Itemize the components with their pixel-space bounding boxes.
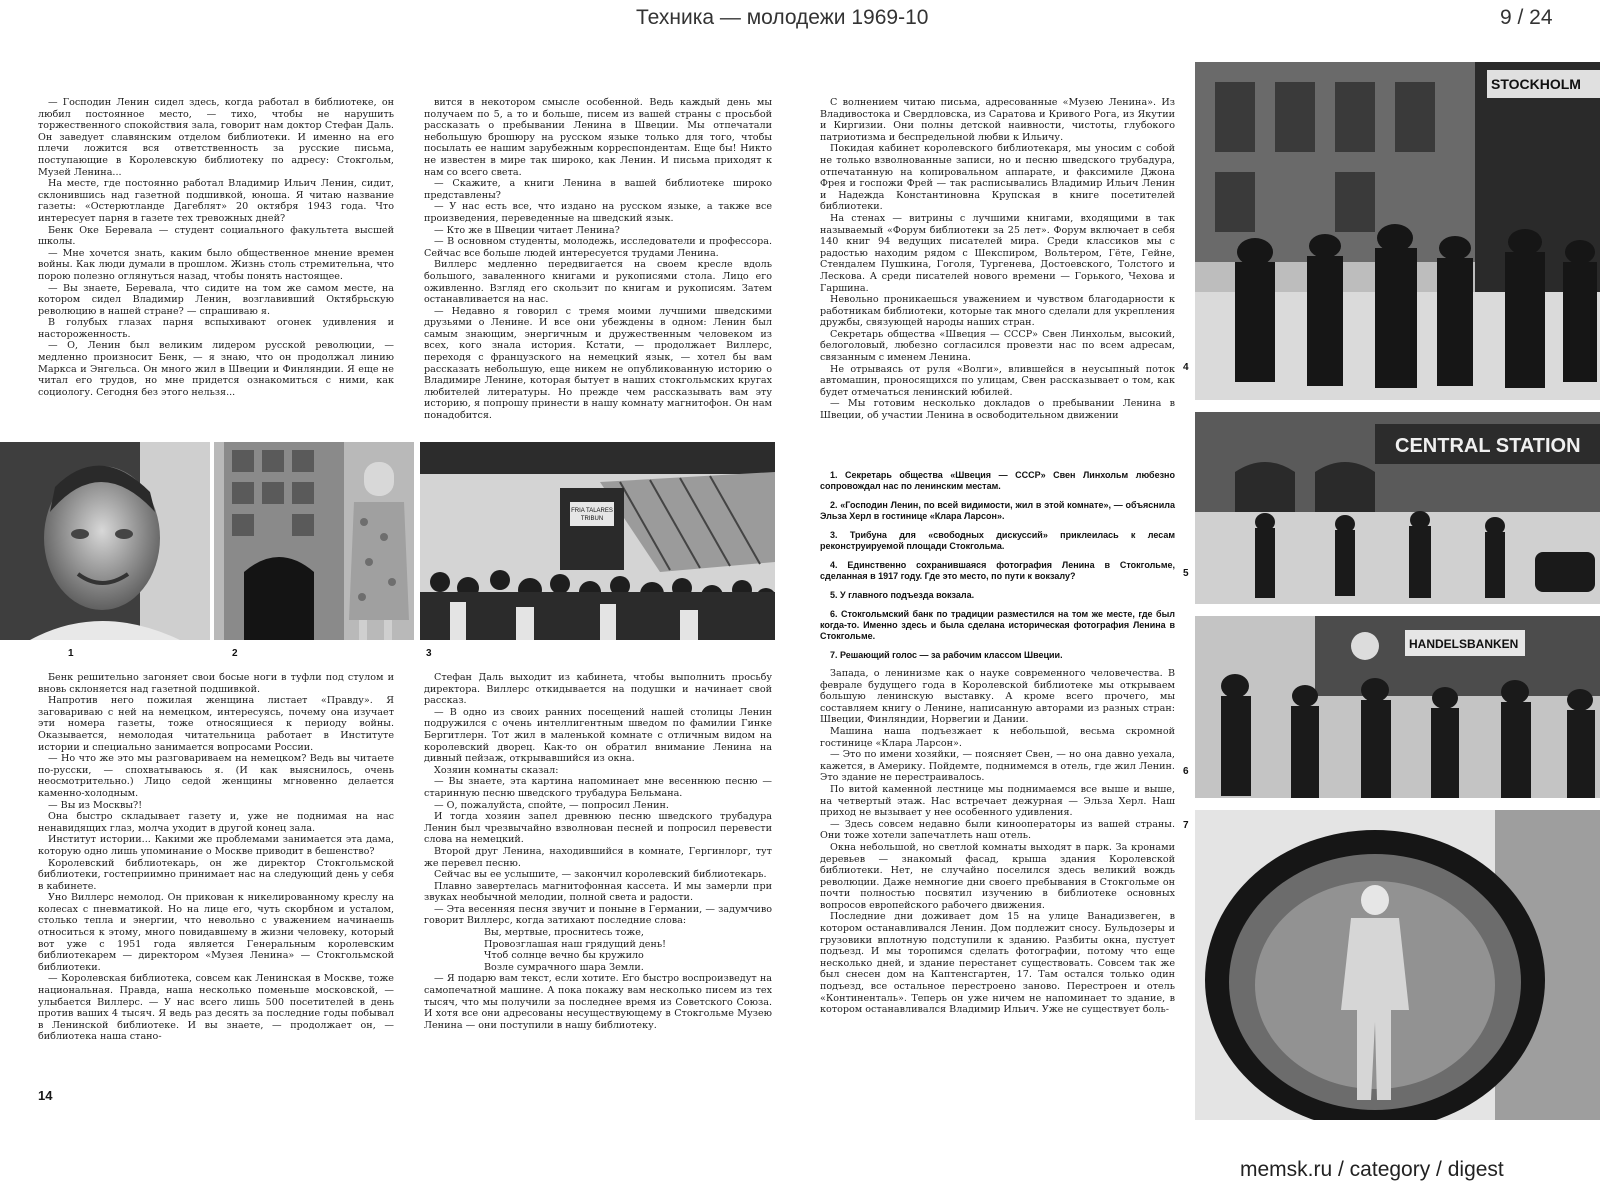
photo-number-5: 5 — [1183, 568, 1189, 579]
article-column-top-left — [38, 97, 394, 425]
paragraph: — О, Ленин был великим лидером русской революции, — медленно произносит Бенк, — я знаю, что он продолжал линию Маркса и Энгельса. Он много жил в Швеции и Финляндии. Я еще не читал его трудов, но мне придется ознакомиться с ними, как социологу. Сегодня без этого нельзя... — [38, 340, 394, 398]
paragraph: Запада, о ленинизме как о науке современного человечества. В феврале будущего года в Королевской библиотеке мы открываем большую ленинскую выставку. А кроме всего прочего, мы составляем книгу о Ленине, написанную авторами из разных стран: Швеции, Финляндии, Норвегии и Дании. — [820, 668, 1175, 726]
viewer-header — [0, 0, 1600, 40]
paragraph: — Вы из Москвы?! — [48, 799, 143, 811]
paragraph: Сейчас вы ее услышите, — закончил королевский библиотекарь. — [434, 869, 767, 881]
paragraph: Стефан Даль выходит из кабинета, чтобы выполнить просьбу директора. Виллерс откидывается на подушки и начинает свой рассказ. — [424, 672, 772, 707]
paragraph: — Кто же в Швеции читает Ленина? — [434, 224, 620, 236]
paragraph: В голубых глазах парня вспыхивают огонек удивления и настороженность. — [38, 317, 394, 340]
paragraph: 3. Трибуна для «свободных дискуссий» приклеилась к лесам реконструируемой площади Стокгольма. — [820, 530, 1175, 551]
paragraph: — Это по имени хозяйки, — поясняет Свен, — но она давно уехала, кажется, в Америку. Пойдемте, поднимемся в отель, где жил Ленин. Это здание не перестраивалось. — [820, 749, 1175, 784]
paragraph: Бенк решительно загоняет свои босые ноги в туфли под стулом и вновь склоняется над газетной подшивкой. — [38, 672, 394, 695]
tribune-sign-text: FRIA TALARES — [571, 508, 613, 514]
paragraph: Секретарь общества «Швеция — СССР» Свен Линхольм, высокий, белоголовый, любезно согласился провезти нас по всем адресам, связанным с именем Ленина. — [820, 328, 1175, 364]
page-counter: 9 / 24 — [1500, 6, 1553, 29]
paragraph: Окна небольшой, но светлой комнаты выходят в парк. За кронами деревьев — знакомый фасад, крыша здания Королевской библиотеки. Нет, не случайно поселился здесь великий вождь революции. Даже немногие дни своего пребывания в Стокгольме он почти полностью посвятил изучению в библиотеке основных вопросов европейского рабочего движения. — [820, 841, 1175, 911]
column-bottom-middle-part1 — [424, 672, 772, 927]
paragraph: Последние дни доживает дом 15 на улице Ванадизвеген, в котором останавливался Ленин. Дом подлежит сносу. Бульдозеры и грузовики вплотную подступили к зданию. Разбиты окна, пустует подъезд. И мы торопимся сделать фотографии, потому что еще несколько дней, и здание перестанет существовать. Совсем так же был снесен дом на Каптенсгартен, 17. Там остался только один подъезд, все остальное перестроено заново. Перестроен и отель «Континенталь». Теперь он уже ничем не напоминает то здание, в котором останавливался Владимир Ильич. Уже не существует боль- — [820, 911, 1175, 1016]
paragraph: 5. У главного подъезда вокзала. — [830, 590, 975, 600]
photo-number-2: 2 — [232, 648, 238, 659]
verse-line: Провозглашая наш грядущий день! — [484, 938, 666, 950]
paragraph: — Мне хочется знать, каким было общественное мнение времен войны. Как люди думали в прошлом. Жизнь столь стремительна, что порою полезно оглянуться назад, чтобы понять настоящее. — [38, 247, 394, 282]
paragraph: 6. Стокгольмский банк по традиции разместился на том же месте, где был когда-то. Именно здесь и была сделана историческая фотография Ленина в Стокгольме. — [820, 609, 1175, 641]
paragraph: Не отрываясь от руля «Волги», влившейся в неусыпный поток автомашин, проносящихся по улицам, Свен рассказывает о том, как будет отмечаться ленинский юбилей. — [820, 363, 1175, 398]
article-column-bottom-middle — [424, 672, 772, 1064]
photo-captions — [820, 470, 1175, 669]
photo-number-6: 6 — [1183, 766, 1189, 777]
article-column-right-top — [820, 97, 1175, 459]
photo-3-tribune — [420, 442, 775, 640]
column-bottom-middle-part2 — [424, 973, 772, 1031]
paragraph: Бенк Оке Беревала — студент социального факультета высшей школы. — [38, 224, 394, 248]
page-number: 14 — [38, 1088, 53, 1103]
paragraph: Машина наша подъезжает к небольшой, весьма скромной гостинице «Клара Ларсон». — [820, 725, 1175, 749]
paragraph: вится в некотором смысле особенной. Ведь каждый день мы получаем по 5, а то и больше, писем из вашей страны с просьбой рассказать о пребывании Ленина в Швеции. Мы отпечатали небольшую брошюру на русском языке только для того, чтобы посылать ее нашим зарубежным корреспондентам. Еще бы! Никто не известен в мире так широко, как Ленин. И письма приходят к нам со всего света. — [424, 97, 772, 178]
verse-line: Чтоб солнце вечно бы кружило — [484, 950, 644, 962]
paragraph: — В основном студенты, молодежь, исследователи и профессора. Сейчас все больше людей интересуется трудами Ленина. — [424, 236, 772, 259]
station-sign-text: CENTRAL STATION — [1395, 435, 1581, 457]
photo-2-fireplace-room — [214, 442, 414, 640]
paragraph: И тогда хозяин запел древнюю песню шведского трубадура Ленин был чрезвычайно взволнован песней и попросил перевести слова на немецкий. — [424, 811, 772, 846]
paragraph: — Господин Ленин сидел здесь, когда работал в библиотеке, он любил постоянное место, — тихо, чтобы не нарушить торжественного спокойствия зала, говорит нам доктор Стефан Даль. Он заведует славянским отделом библиотеки. И именно на его плечи ложится вся ответственность за русские письма, поступающие в Королевскую библиотеку по адресу: Стокгольм, Музей Ленина... — [38, 97, 394, 178]
paragraph: — Королевская библиотека, совсем как Ленинская в Москве, тоже национальная. Правда, наша несколько поменьше московской, — улыбается Виллерс. — У нас всего лишь 500 посетителей в день против ваших 4 тысяч. Я ведь раз десять за последние годы побывал в Ленинской библиотеке. И вы знаете, — продолжает он, — библиотека наша стано- — [38, 973, 394, 1043]
document-title: Техника — молодежи 1969-10 — [636, 6, 929, 29]
paragraph: Плавно завертелась магнитофонная кассета. И мы замерли при звуках необычной мелодии, полной света и радости. — [424, 880, 772, 904]
paragraph: Покидая кабинет королевского библиотекаря, мы уносим с собой не только взволнованные записи, но и песню шведского трубадура, отпечатанную на копировальном аппарате, и факсимиле Джона Фрея и госпожи Фрей — так расписывались Владимир Ильич Ленин и Надежда Константиновна Крупская в книге посетителей библиотеки. — [820, 143, 1175, 213]
paragraph: 2. «Господин Ленин, по всей видимости, жил в этой комнате», — объяснила Эльза Херл в гостинице «Клара Ларсон». — [820, 500, 1175, 521]
paragraph: — Мы готовим несколько докладов о пребывании Ленина в Швеции, об участии Ленина в освободительном движении — [820, 398, 1175, 422]
paragraph: Королевский библиотекарь, он же директор Стокгольмской библиотеки, гостеприимно принимает нас на следующий день у себя в кабинете. — [38, 857, 394, 892]
verse-line: Вы, мертвые, проснитесь тоже, — [484, 927, 644, 939]
paragraph: 4. Единственно сохранившаяся фотография Ленина в Стокгольме, сделанная в 1917 году. Где это место, по пути к вокзалу? — [820, 560, 1175, 581]
photo-number-1: 1 — [68, 648, 74, 659]
paragraph: — У нас есть все, что издано на русском языке, а также все произведения, переведенные на шведский язык. — [424, 201, 772, 224]
paragraph: — Здесь совсем недавно были кинооператоры из вашей страны. Они тоже хотели запечатлеть наш отель. — [820, 818, 1175, 842]
article-column-bottom-left — [38, 672, 394, 1048]
paragraph: Невольно проникаешься уважением и чувством благодарности к работникам библиотеки, которые так много сделали для укрепления дружбы, связующей народы наших стран. — [820, 294, 1175, 329]
paragraph: — Вы знаете, эта картина напоминает мне весеннюю песню — старинную песню шведского трубадура Бельмана. — [424, 776, 772, 799]
footer-site-link[interactable]: memsk.ru / category / digest — [1240, 1158, 1504, 1181]
paragraph: 1. Секретарь общества «Швеция — СССР» Свен Линхольм любезно сопровождал нас по ленинским местам. — [820, 470, 1175, 491]
photo-4-street-crowd — [1195, 62, 1600, 400]
stockholm-sign-text: STOCKHOLM — [1491, 76, 1581, 92]
photo-5-central-station — [1195, 412, 1600, 604]
paragraph: — В одно из своих ранних посещений нашей столицы Ленин подружился с очень интеллигентным шведом по фамилии Гинке Бергитлерн. Тот жил в маленькой комнате с отличным видом на королевский дворец. Как-то он обратил внимание Ленина на дивный пейзаж, открывавшийся из окна. — [424, 706, 772, 765]
paragraph: Хозяин комнаты сказал: — [434, 764, 559, 776]
bank-sign-text: HANDELSBANKEN — [1409, 637, 1519, 651]
paragraph: Виллерс медленно передвигается на своем кресле вдоль большого, заваленного книгами и рукописями стола. Лицо его оживленно. Взгляд его скользит по книгам и рукописям. Затем останавливается на нас. — [424, 259, 772, 306]
song-verse — [424, 927, 772, 973]
photo-7-worker-in-pipe — [1195, 810, 1600, 1120]
paragraph: — Недавно я говорил с тремя моими лучшими шведскими друзьями о Ленине. И все они убеждены в одном: Ленин был самым знающим, энергичным и дружественным человеком из всех, кого знала история. Кстати, — продолжает Виллерс, переходя с французского на немецкий язык, — хотел бы вам рассказать небольшую, еще никем не опубликованную историю о Владимире Ленине, которая бытует в наших стокгольмских кругах любителей литературы. Но прежде чем рассказывать вам эту историю, я попрошу принести в нашу комнату магнитофон. Он нам понадобится. — [424, 305, 772, 422]
paragraph: На месте, где постоянно работал Владимир Ильич Ленин, сидит, склонившись над газетной подшивкой, юноша. Я читаю название газеты: «Остерютланде Дагеблят» 20 октября 1943 года. Что интересует парня в газете тех тревожных дней? — [38, 178, 394, 224]
paragraph: — Эта весенняя песня звучит и поныне в Германии, — задумчиво говорит Виллерс, когда затихают последние слова: — [424, 903, 772, 927]
photo-number-4: 4 — [1183, 362, 1189, 373]
paragraph: Институт истории... Какими же проблемами занимается эта дама, которую одно лишь упоминание о Москве приводит в бешенство? — [38, 834, 394, 857]
photo-1-portrait — [0, 442, 210, 640]
article-column-top-middle — [424, 97, 772, 425]
paragraph: С волнением читаю письма, адресованные «Музею Ленина». Из Владивостока и Свердловска, из Саратова и Кривого Рога, из Якутии и Киргизии. Они полны детской наивности, чистоты, глубокого патриотизма и беспредельной любви к Ильичу. — [820, 97, 1175, 143]
verse-line: Возле сумрачного шара Земли. — [484, 961, 644, 973]
paragraph: — Я подарю вам текст, если хотите. Его быстро воспроизведут на самопечатной машине. А пока покажу вам несколько писем из тех тысяч, что мы получили за последнее время из Советского Союза. И хотя все они адресованы несуществующему в Стокгольме Музею Ленина — они поступили в нашу библиотеку. — [424, 973, 772, 1031]
paragraph: — Вы знаете, Беревала, что сидите на том же самом месте, на котором сидел Владимир Ленин, возглавивший Октябрьскую революцию в нашей стране? — спрашиваю я. — [38, 282, 394, 317]
paragraph: Она быстро складывает газету и, уже не поднимая на нас ненавидящих глаз, молча уходит в другой конец зала. — [38, 811, 394, 834]
paragraph: По витой каменной лестнице мы поднимаемся все выше и выше, на четвертый этаж. Нас встречает дежурная — Эльза Херл. Наш приход не вызывает у нее особенного удивления. — [820, 783, 1175, 819]
article-column-right-bottom — [820, 668, 1175, 1098]
photo-number-7: 7 — [1183, 820, 1189, 831]
photo-6-handelsbanken — [1195, 616, 1600, 798]
paragraph: На стенах — витрины с лучшими книгами, входящими в так называемый «Форум библиотеки за 25 лет». Форум включает в себя 140 книг 94 ведущих писателей мира. Среди классиков мы с радостью находим рядом с Шекспиром, Вольтером, Гёте, Гейне, Стендалем Пушкина, Гоголя, Тургенева, Достоевского, Толстого и Лескова. А среди писателей нового времени — Горького, Чехова и Гаршина. — [820, 212, 1175, 294]
photo-number-3: 3 — [426, 648, 432, 659]
paragraph: Напротив него пожилая женщина листает «Правду». Я заговариваю с ней на немецком, интересуясь, почему она изучает эти номера газеты, тоже относящиеся к периоду войны. Оказывается, немолодая читательница работает в Институте истории и специально занимается вопросами России. — [38, 695, 394, 753]
paragraph: Уно Виллерс немолод. Он прикован к никелированному креслу на колесах с пневматикой. Но на лице его, чуть скорбном и усталом, столько тепла и энергии, что невольно с уважением начинаешь относиться к этому, много повидавшему в жизни человеку, который вот уже с 1951 года является Генеральным королевским библиотекарем — директором «Музея Ленина» — Стокгольмской библиотеки. — [38, 892, 394, 973]
paragraph: Второй друг Ленина, находившийся в комнате, Гергинлорг, тут же перевел песню. — [424, 845, 772, 869]
paragraph: — О, пожалуйста, спойте, — попросил Ленин. — [434, 799, 669, 811]
paragraph: 7. Решающий голос — за рабочим классом Швеции. — [830, 650, 1063, 660]
paragraph: — Скажите, а книги Ленина в вашей библиотеке широко представлены? — [424, 178, 772, 201]
svg-text:TRIBUN: TRIBUN — [580, 516, 604, 522]
paragraph: — Но что же это мы разговариваем на немецком? Ведь вы читаете по-русски, — спохватываюсь я. (И как выяснилось, очень неосмотрительно.) Лицо седой женщины мгновенно делается каменно-холодным. — [38, 753, 394, 799]
